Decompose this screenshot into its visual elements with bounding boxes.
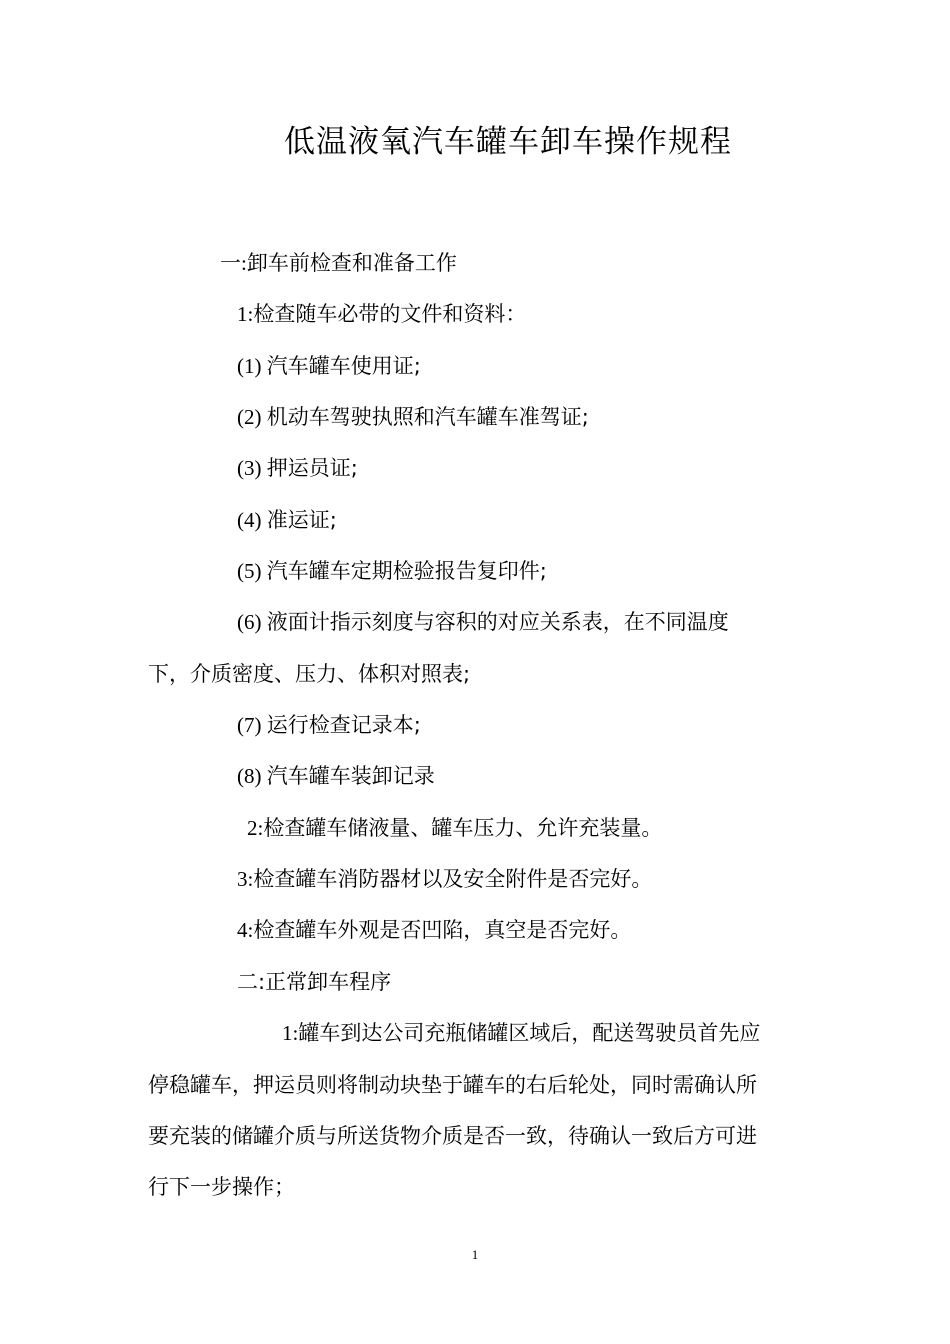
paragraph-line — [282, 1018, 760, 1048]
item-text: 停稳罐车，押运员则将制动块垫于罐车的右后轮处，同时需确认所 — [148, 1073, 757, 1097]
list-item — [237, 607, 729, 637]
item-number: 3: — [237, 867, 254, 891]
section-text: 二:正常卸车程序 — [237, 970, 392, 994]
item-number: (1) — [237, 354, 267, 378]
item-text: 准运证; — [266, 508, 337, 532]
item-text: 检查罐车外观是否凹陷，真空是否完好。 — [253, 918, 632, 942]
item-number: 4: — [237, 918, 254, 942]
item-text: 要充装的储罐介质与所送货物介质是否一致，待确认一致后方可进 — [148, 1124, 757, 1148]
paragraph-line — [148, 1172, 295, 1202]
item-text: 检查随车必带的文件和资料： — [253, 302, 527, 326]
document-title: 低温液氧汽车罐车卸车操作规程 — [284, 124, 732, 160]
item-text: 检查罐车储液量、罐车压力、允许充装量。 — [263, 816, 663, 840]
paragraph-line — [237, 299, 526, 329]
list-item — [237, 556, 547, 586]
item-text: 汽车罐车使用证; — [266, 354, 421, 378]
list-item-continuation — [148, 659, 470, 689]
item-number: (8) — [237, 764, 267, 788]
item-number: (3) — [237, 456, 267, 480]
paragraph-line — [148, 1070, 757, 1100]
section-heading — [237, 967, 391, 997]
item-text: 检查罐车消防器材以及安全附件是否完好。 — [253, 867, 653, 891]
item-number: (5) — [237, 559, 267, 583]
item-number: 1: — [237, 302, 254, 326]
page-number: 1 — [471, 1247, 479, 1262]
list-item — [237, 761, 435, 791]
list-item — [237, 453, 358, 483]
item-text: 下，介质密度、压力、体积对照表; — [148, 662, 471, 686]
section-heading — [220, 248, 457, 278]
paragraph-line — [237, 864, 652, 894]
list-item — [237, 351, 421, 381]
paragraph-line — [247, 813, 662, 843]
item-number: (7) — [237, 713, 267, 737]
paragraph-line — [148, 1121, 757, 1151]
list-item — [237, 402, 589, 432]
item-text: 行下一步操作； — [148, 1175, 295, 1199]
item-text: 液面计指示刻度与容积的对应关系表，在不同温度 — [266, 610, 729, 634]
item-text: 机动车驾驶执照和汽车罐车准驾证; — [266, 405, 589, 429]
list-item — [237, 710, 421, 740]
item-number: (2) — [237, 405, 267, 429]
item-number: (4) — [237, 508, 267, 532]
section-text: 卸车前检查和准备工作 — [246, 251, 457, 275]
list-item — [237, 505, 337, 535]
item-text: 罐车到达公司充瓶储罐区域后，配送驾驶员首先应 — [298, 1021, 761, 1045]
item-number: (6) — [237, 610, 267, 634]
item-text: 汽车罐车装卸记录 — [266, 764, 435, 788]
item-text: 运行检查记录本; — [266, 713, 421, 737]
item-number: 2: — [247, 816, 264, 840]
item-number: 1: — [282, 1021, 299, 1045]
section-number: 一: — [220, 251, 247, 275]
item-text: 汽车罐车定期检验报告复印件; — [266, 559, 547, 583]
item-text: 押运员证; — [266, 456, 358, 480]
paragraph-line — [237, 915, 631, 945]
